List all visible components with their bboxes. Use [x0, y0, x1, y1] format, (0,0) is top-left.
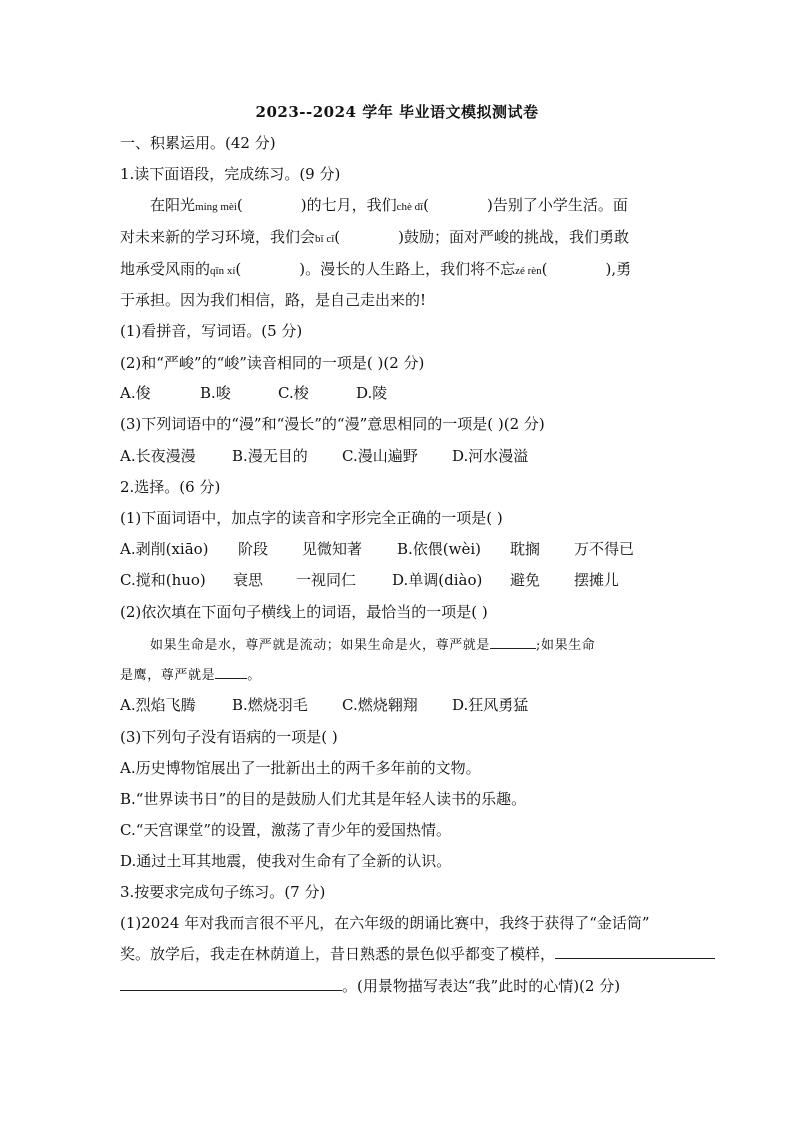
quote-line-2: 是鹰，尊严就是 。 [120, 664, 261, 686]
question-1-heading: 1.读下面语段，完成练习。(9 分) [120, 165, 341, 183]
question-3-heading: 3.按要求完成句子练习。(7 分) [120, 883, 326, 901]
pinyin: zé rèn [515, 265, 542, 277]
passage-line-3: 地承受风雨的qīn xí( )。漫长的人生路上，我们将不忘zé rèn( ),勇 [120, 260, 632, 278]
option-b[interactable]: B.唆 [200, 384, 231, 402]
pinyin: qīn xí [210, 265, 236, 277]
word: 衰思 [233, 571, 264, 589]
option-b[interactable]: B.漫无目的 [232, 447, 308, 465]
option-a[interactable]: A.历史博物馆展出了一批新出土的两千多年前的文物。 [120, 759, 481, 777]
subquestion-2-3: (3)下列句子没有语病的一项是( ) [120, 728, 338, 746]
option-c[interactable]: C.漫山遍野 [342, 447, 418, 465]
option-d[interactable]: D.陵 [356, 384, 388, 402]
fill-blank[interactable] [215, 664, 247, 679]
subquestion-3-1-line-1: (1)2024 年对我而言很不平凡，在六年级的朗诵比赛中，我终于获得了“金话筒” [120, 914, 650, 932]
page-title: 2023--2024 学年 毕业语文模拟测试卷 [255, 103, 539, 121]
option-a[interactable]: A.俊 [120, 384, 151, 402]
word: 阶段 [238, 540, 269, 558]
passage-line-4: 于承担。因为我们相信，路，是自己走出来的! [120, 291, 427, 309]
fill-blank[interactable] [490, 634, 536, 649]
passage-line-2: 对未来新的学习环境，我们会bǐ cǐ( )鼓励；面对严峻的挑战，我们勇敢 [120, 228, 629, 246]
option-c[interactable]: C.燃烧翱翔 [342, 696, 418, 714]
subquestion-3-1-line-3: 。(用景物描写表达“我”此时的心情)(2 分) [120, 976, 620, 996]
word: 摆摊儿 [574, 571, 620, 589]
question-2-heading: 2.选择。(6 分) [120, 478, 221, 496]
option-a[interactable]: A.剥削(xiāo) [120, 540, 209, 558]
word: 万不得已 [574, 540, 635, 558]
option-c[interactable]: C.“天宫课堂”的设置，激荡了青少年的爱国热情。 [120, 821, 452, 839]
subquestion-1-3: (3)下列词语中的“漫”和“漫长”的“漫”意思相同的一项是( )(2 分) [120, 415, 545, 433]
option-b[interactable]: B.“世界读书日”的目的是鼓励人们尤其是年轻人读书的乐趣。 [120, 790, 527, 808]
passage-line-1: 在阳光míng mèi( )的七月，我们chè dǐ( )告别了小学生活。面 [150, 196, 628, 214]
option-d[interactable]: D.河水漫溢 [452, 447, 529, 465]
option-d[interactable]: D.狂风勇猛 [452, 696, 529, 714]
option-c[interactable]: C.搅和(huo) [120, 571, 206, 589]
subquestion-2-1: (1)下面词语中，加点字的读音和字形完全正确的一项是( ) [120, 509, 503, 527]
option-d[interactable]: D.通过土耳其地震，使我对生命有了全新的认识。 [120, 852, 452, 870]
quote-line-1: 如果生命是水，尊严就是流动；如果生命是火，尊严就是 ;如果生命 [150, 634, 595, 656]
word: 耽搁 [510, 540, 541, 558]
word: 避免 [510, 571, 541, 589]
option-b[interactable]: B.依偎(wèi) [397, 540, 482, 558]
pinyin: míng mèi [195, 201, 237, 213]
answer-line[interactable] [555, 944, 715, 959]
pinyin: chè dǐ [396, 201, 424, 213]
subquestion-1-2: (2)和“严峻”的“峻”读音相同的一项是( )(2 分) [120, 354, 425, 372]
answer-line[interactable] [120, 976, 342, 991]
option-b[interactable]: B.燃烧羽毛 [232, 696, 308, 714]
subquestion-2-2: (2)依次填在下面句子横线上的词语，最恰当的一项是( ) [120, 603, 488, 621]
option-a[interactable]: A.长夜漫漫 [120, 447, 196, 465]
word: 见微知著 [302, 540, 363, 558]
option-d[interactable]: D.单调(diào) [392, 571, 483, 589]
section-heading: 一、积累运用。(42 分) [120, 134, 276, 152]
word: 一视同仁 [296, 571, 357, 589]
subquestion-3-1-line-2: 奖。放学后，我走在林荫道上，昔日熟悉的景色似乎都变了模样， [120, 944, 715, 964]
option-a[interactable]: A.烈焰飞腾 [120, 696, 196, 714]
pinyin: bǐ cǐ [315, 233, 335, 245]
option-c[interactable]: C.梭 [278, 384, 309, 402]
subquestion-1-1: (1)看拼音，写词语。(5 分) [120, 322, 303, 340]
